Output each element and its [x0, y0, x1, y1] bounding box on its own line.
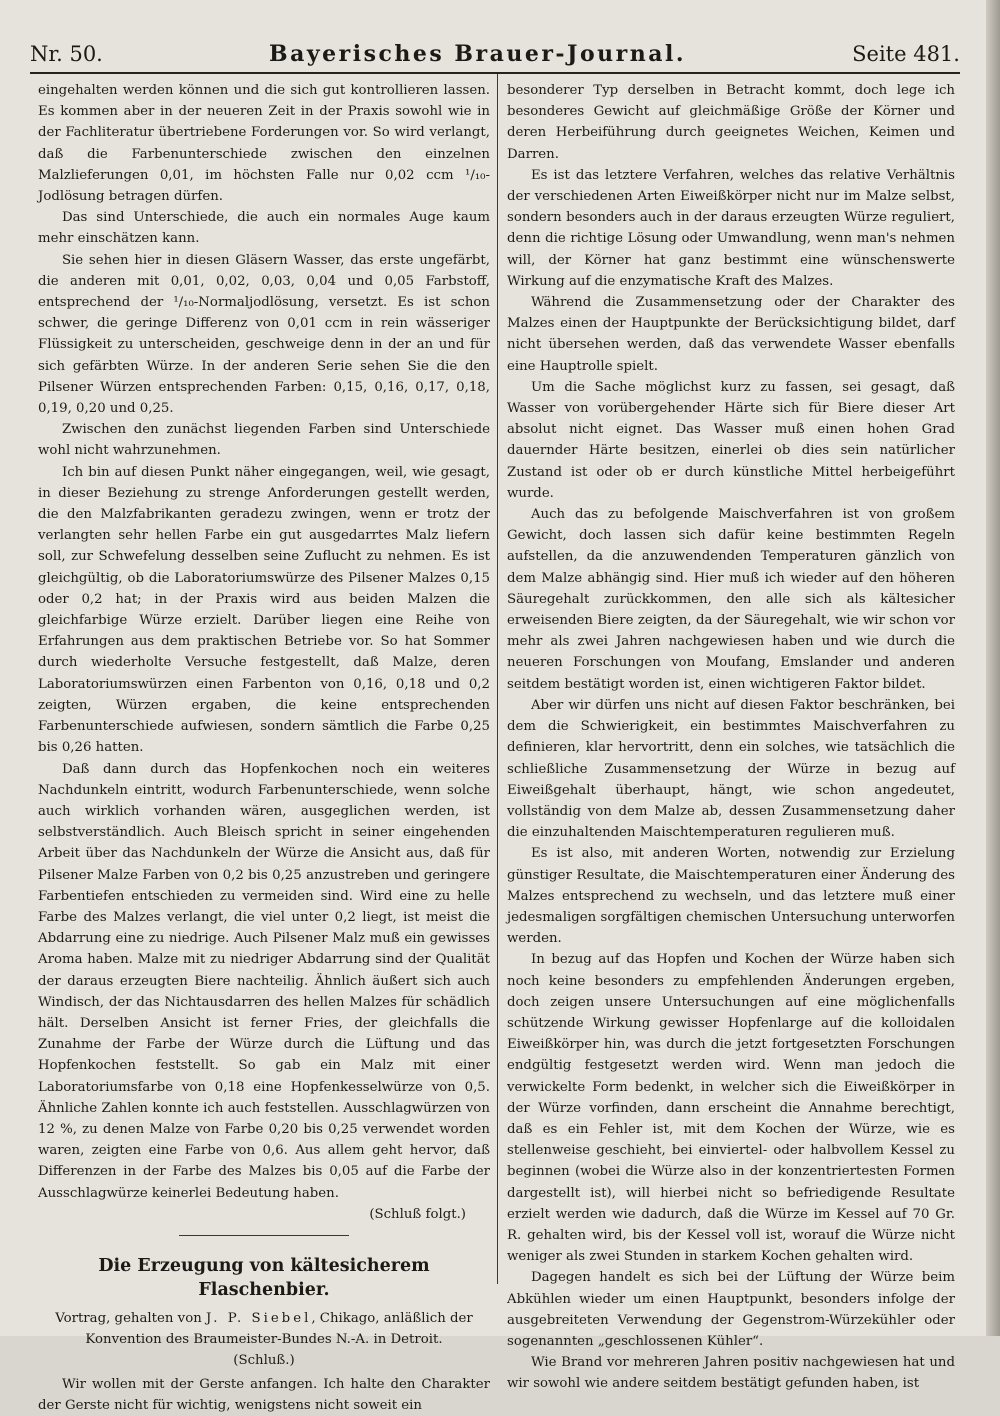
left-column: [38, 80, 490, 1413]
paragraph: Es ist also, mit anderen Worten, notwendig zur Erzielung günstiger Resultate, die Maischtemperaturen einer Änderung des Malzes entsprechend zu wechseln, und das letztere muß einer jedesmaligen sorgfältigen chemischen Untersuchung unterworfen werden.: [507, 846, 955, 947]
paragraph: Ich bin auf diesen Punkt näher eingegangen, weil, wie gesagt, in dieser Beziehung zu strenge Anforderungen gestellt werden, die den Malzfabrikanten geradezu zwingen, wenn er trotz der verlangten sehr hellen Farbe ein gut ausgedarrtes Malz liefern soll, zur Schwefelung desselben seine Zuflucht zu nehmen. Es ist gleichgültig, ob die Laboratoriumswürze des Pilsener Malzes 0,15 oder 0,2 hat; in der Praxis wird aus beiden Malzen die gleichfarbige Würze erzielt. Darüber liegen eine Reihe von Erfahrungen aus dem praktischen Betriebe vor. So hat Sommer durch wiederholte Versuche festgestellt, daß Malze, deren Laboratoriumswürzen einen Farbenton von 0,16, 0,18 und 0,2 zeigten, Würzen ergaben, die keine entsprechenden Farbenunterschiede aufwiesen, sondern sämtlich die Farbe 0,25 bis 0,26 hatten.: [38, 464, 490, 756]
byline-prefix: Vortrag, gehalten von: [55, 1310, 202, 1326]
column-divider: [497, 74, 498, 1284]
paragraph: besonderer Typ derselben in Betracht kommt, doch lege ich besonderes Gewicht auf gleichmäßige Größe der Körner und deren Herbeiführung durch geeignetes Weichen, Keimen und Darren.: [507, 83, 955, 162]
paragraph: Es ist das letztere Verfahren, welches das relative Verhältnis der verschiedenen Arten Eiweißkörper nicht nur im Malze selbst, sondern besonders auch in der daraus erzeugten Würze reguliert, denn die richtige Lösung oder Umwandlung, wenn man's nehmen will, der Körner hat ganz bestimmt eine wünschenswerte Wirkung auf die enzymatische Kraft des Malzes.: [507, 167, 955, 289]
paragraph: In bezug auf das Hopfen und Kochen der Würze haben sich noch keine besonders zu empfehlenden Änderungen ergeben, doch zeigen unsere Untersuchungen auf eine möglichenfalls schützende Wirkung gewisser Hopfenlarge auf die kolloidalen Eiweißkörper hin, was durch die jetzt fortgesetzten Forschungen endgültig festgesetzt werden wird. Wenn man jedoch die verwickelte Form bedenkt, in welcher sich die Eiweißkörper in der Würze vorfinden, dann erscheint die Annahme berechtigt, daß es ein Fehler ist, mit dem Kochen der Würze, wie es stellenweise geschieht, bei einviertel- oder halbvollem Kessel zu beginnen (wobei die Würze also in der konzentriertesten Formen dargestellt ist), will hierbei nicht so befriedigende Resultate erzielt werden wie dadurch, daß die Würze im Kessel auf 70 Gr. R. gehalten wird, bis der Kessel voll ist, worauf die Würze nicht weniger als zwei Stunden in starkem Kochen gehalten wird.: [507, 952, 955, 1265]
paragraph: Dagegen handelt es sich bei der Lüftung der Würze beim Abkühlen wieder um einen Hauptpunkt, besonders infolge der ausgebreiteten Verwendung der Gegenstrom-Würzekühler oder sogenannten „geschlossenen Kühler“.: [507, 1270, 955, 1349]
paragraph: Auch das zu befolgende Maischverfahren ist von großem Gewicht, doch lassen sich dafür keine bestimmten Regeln aufstellen, da die anzuwendenden Temperaturen gänzlich von dem Malze abhängig sind. Hier muß ich wieder auf den höheren Säuregehalt zurückkommen, den alle sich als kältesicher erweisenden Biere zeigten, da der Säuregehalt, wie wir schon vor mehr als zwei Jahren nachgewiesen haben und wie durch die neueren Forschungen von Moufang, Emslander und anderen seitdem bestätigt worden ist, einen wichtigeren Faktor bildet.: [507, 507, 955, 692]
paragraph: Das sind Unterschiede, die auch ein normales Auge kaum mehr einschätzen kann.: [38, 210, 490, 247]
journal-title: Bayerisches Brauer-Journal.: [269, 41, 686, 67]
article-byline: [38, 1308, 490, 1350]
right-column: [507, 80, 955, 1392]
page-number: Seite 481.: [852, 42, 960, 66]
scan-edge-shadow: [986, 0, 1000, 1336]
paragraph: Wie Brand vor mehreren Jahren positiv nachgewiesen hat und wir sowohl wie andere seitdem bestätigt gefunden haben, ist: [507, 1355, 955, 1392]
paragraph: Wir wollen mit der Gerste anfangen. Ich halte den Charakter der Gerste nicht für wichtig, wenigstens nicht soweit ein: [38, 1376, 490, 1413]
paragraph: Um die Sache möglichst kurz zu fassen, sei gesagt, daß Wasser von vorübergehender Härte sich für Biere dieser Art absolut nicht eignet. Das Wasser muß einen hohen Grad dauernder Härte besitzen, einerlei ob dies sein natürlicher Zustand ist oder ob er durch künstliche Mittel herbeigeführt wurde.: [507, 379, 955, 501]
paragraph: Sie sehen hier in diesen Gläsern Wasser, das erste ungefärbt, die anderen mit 0,01, 0,02, 0,03, 0,04 und 0,05 Farbstoff, entsprechend der ¹/₁₀-Normaljodlösung, versetzt. Es ist schon schwer, die geringe Differenz von 0,01 ccm in rein wässeriger Flüssigkeit zu unterscheiden, geschweige denn in der an und für sich gefärbten Würze. In der anderen Serie sehen Sie die den Pilsener Würzen entsprechenden Farben: 0,15, 0,16, 0,17, 0,18, 0,19, 0,20 und 0,25.: [38, 252, 490, 417]
issue-number: Nr. 50.: [30, 42, 103, 66]
article-separator: [179, 1235, 349, 1236]
byline-suffix: , Chikago, anläßlich der Konvention des Braumeister-Bundes N.-A. in Detroit.: [85, 1310, 473, 1348]
author-name: J. P. Siebel: [206, 1310, 312, 1326]
paragraph: Zwischen den zunächst liegenden Farben sind Unterschiede wohl nicht wahrzunehmen.: [38, 422, 490, 459]
paragraph: Aber wir dürfen uns nicht auf diesen Faktor beschränken, bei dem die Schwierigkeit, ein bestimmtes Maischverfahren zu definieren, klar hervortritt, denn ein solches, wie tatsächlich die schließliche Zusammensetzung der Würze in bezug auf Eiweißgehalt überhaupt, hängt, wie schon angedeutet, vollständig von dem Malze ab, dessen Zusammensetzung daher die einzuhaltenden Maischtemperaturen regulieren muß.: [507, 697, 955, 841]
article-title: Die Erzeugung von kältesicherem Flaschenbier.: [98, 1255, 430, 1300]
header-rule: [30, 72, 960, 74]
paragraph: Während die Zusammensetzung oder der Charakter des Malzes einen der Hauptpunkte der Berücksichtigung bildet, darf nicht übersehen werden, daß das verwendete Wasser ebenfalls eine Hauptrolle spielt.: [507, 295, 955, 374]
page-header: [30, 34, 960, 74]
article-note: (Schluß.): [233, 1353, 295, 1369]
paragraph: eingehalten werden können und die sich gut kontrollieren lassen. Es kommen aber in der neueren Zeit in der Praxis sowohl wie in der Fachliteratur übertriebene Forderungen vor. So wird verlangt, daß die Farbenunterschiede zwischen den einzelnen Malzlieferungen 0,01, im höchsten Falle nur 0,02 ccm ¹/₁₀-Jodlösung betragen dürfen.: [38, 83, 490, 205]
continuation-note: (Schluß folgt.): [369, 1206, 466, 1222]
paragraph: Daß dann durch das Hopfenkochen noch ein weiteres Nachdunkeln eintritt, wodurch Farbenunterschiede, wenn solche auch wirklich vorhanden wären, ausgeglichen werden, ist selbstverständlich. Auch Bleisch spricht in seiner eingehenden Arbeit über das Nachdunkeln der Würze die Ansicht aus, daß für Pilsener Malze Farben von 0,2 bis 0,25 anzustreben und geringere Farbentiefen entschieden zu vermeiden sind. Wird eine zu helle Farbe des Malzes verlangt, die viel unter 0,2 liegt, ist meist die Abdarrung eine zu niedrige. Auch Pilsener Malz muß ein gewisses Aroma haben. Malze mit zu niedriger Abdarrung sind der Qualität der daraus erzeugten Biere nachteilig. Ähnlich äußert sich auch Windisch, der das Nichtausdarren des hellen Malzes für schädlich hält. Derselben Ansicht ist ferner Fries, der gleichfalls die Zunahme der Farbe der Würze durch die Lüftung und das Hopfenkochen feststellt. So gab ein Malz mit einer Laboratoriumsfarbe von 0,18 eine Hopfenkesselwürze von 0,5. Ähnliche Zahlen konnte ich auch feststellen. Ausschlagwürzen von 12 %, zu denen Malze von Farbe 0,20 bis 0,25 verwendet worden waren, zeigten eine Farbe von 0,6. Aus allem geht hervor, daß Differenzen in der Farbe des Malzes bis 0,05 auf die Farbe der Ausschlagwürze keinerlei Bedeutung haben.: [38, 761, 490, 1201]
